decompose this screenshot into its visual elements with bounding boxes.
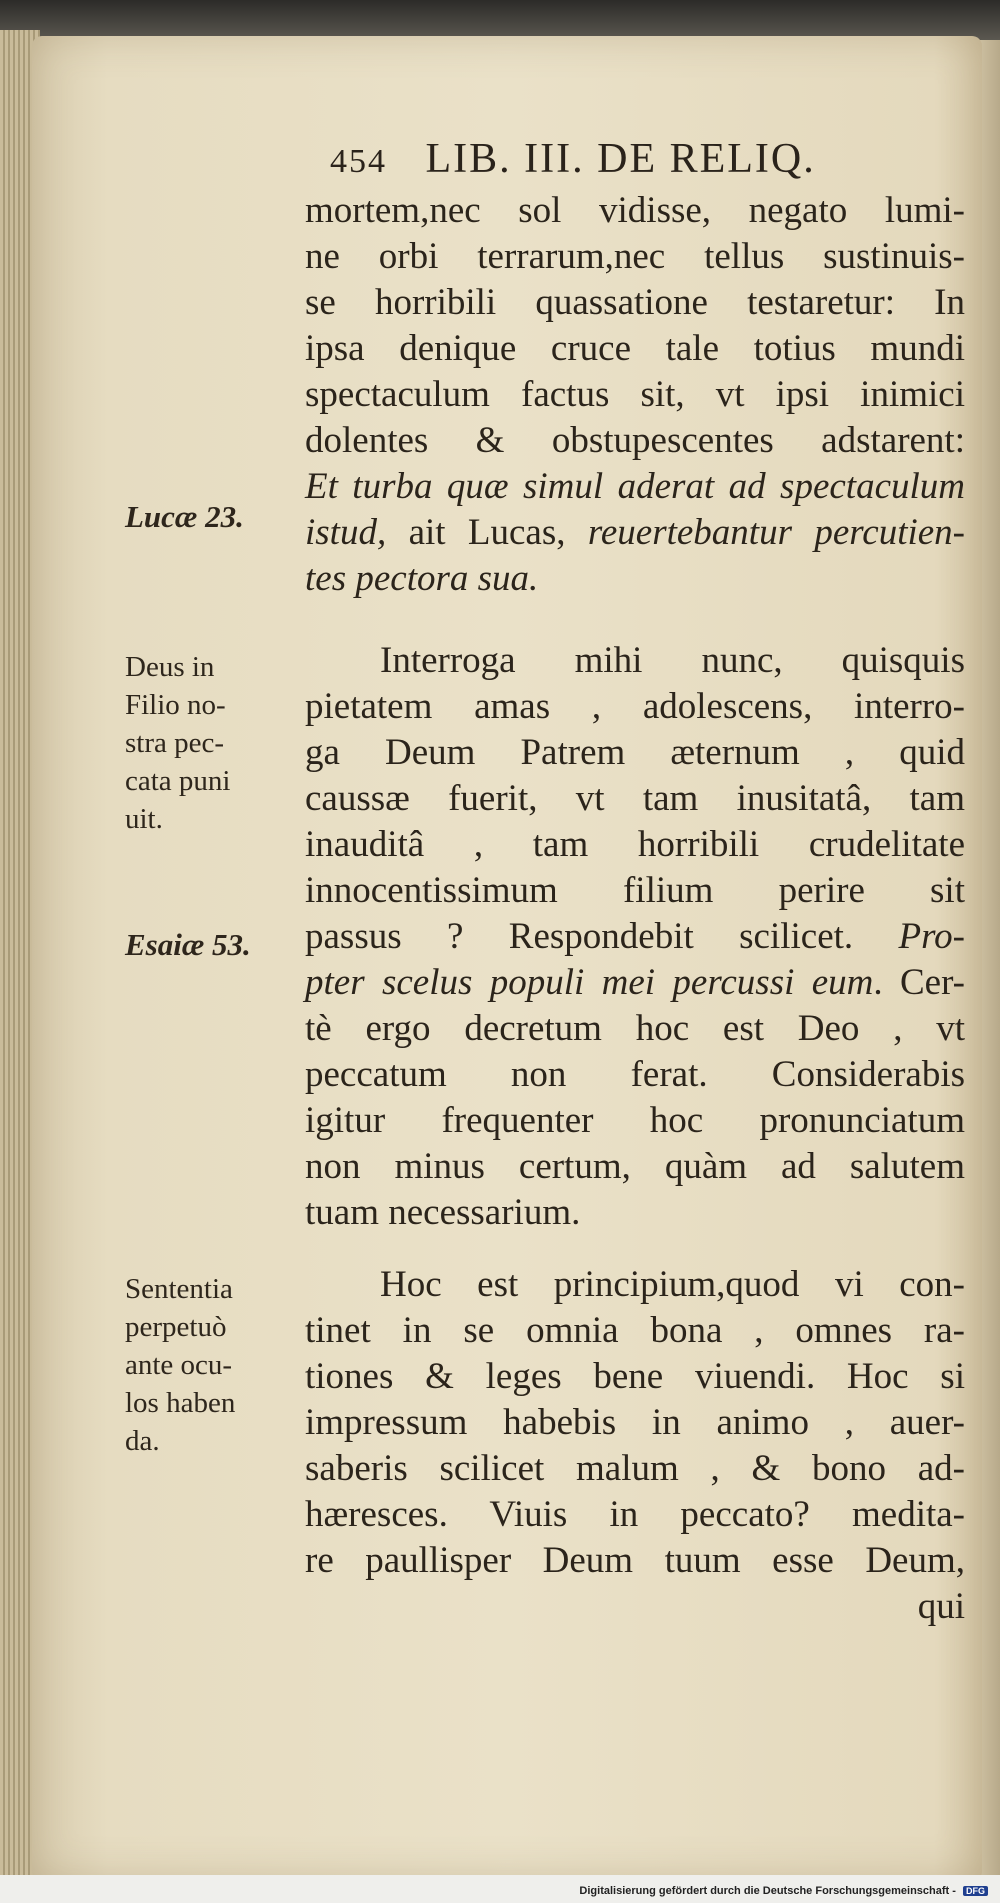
text-line: impressum habebis in animo , auer- — [305, 1402, 965, 1443]
margin-note-line: uit. — [125, 803, 163, 835]
margin-note-text: Lucæ 23. — [125, 499, 244, 534]
text-line: spectaculum factus sit, vt ipsi inimici — [305, 374, 965, 415]
text-line: pietatem amas , adolescens, interro- — [305, 686, 965, 727]
digitization-credit — [579, 1885, 988, 1897]
text-line: re paullisper Deum tuum esse Deum, — [305, 1540, 965, 1581]
margin-note-text: Esaiæ 53. — [125, 927, 251, 962]
text-fragment: passus ? Respondebit scilicet. — [305, 916, 854, 957]
running-header — [330, 135, 935, 183]
text-line: inauditâ , tam horribili crudelitate — [305, 824, 965, 865]
quote-fragment: Pro- — [898, 916, 965, 957]
dfg-logo: DFG — [963, 1886, 988, 1896]
text-line: tinet in se omnia bona , omnes ra- — [305, 1310, 965, 1351]
attribution: ait Lucas — [408, 512, 557, 553]
margin-note-deus — [125, 648, 300, 838]
text-line: se horribili quassatione testaretur: In — [305, 282, 965, 323]
paragraph-2 — [305, 638, 965, 1236]
text-line: ne orbi terrarum,nec tellus sustinuis- — [305, 236, 965, 277]
text-line: innocentissimum filium perire sit — [305, 870, 965, 911]
text-line: ga Deum Patrem æternum , quid — [305, 732, 965, 773]
scan-background-top — [0, 0, 1000, 40]
margin-note-line: Deus in — [125, 651, 215, 683]
margin-note-esaiae — [125, 926, 300, 964]
text-line: peccatum non ferat. Considerabis — [305, 1054, 965, 1095]
text-line: tiones & leges bene viuendi. Hoc si — [305, 1356, 965, 1397]
text-line: ipsa denique cruce tale totius mundi — [305, 328, 965, 369]
margin-note-line: perpetuò — [125, 1311, 227, 1343]
margin-note-line: Filio no- — [125, 689, 226, 721]
margin-note-sententia — [125, 1270, 300, 1460]
catchword: qui — [917, 1586, 965, 1627]
quote-fragment: pter scelus populi mei percussi eum — [305, 962, 874, 1003]
text-line: caussæ fuerit, vt tam inusitatâ, tam — [305, 778, 965, 819]
margin-note-line: da. — [125, 1425, 160, 1457]
text-line: Interroga mihi nunc, quisquis — [380, 640, 965, 681]
text-line: hæresces. Viuis in peccato? medita- — [305, 1494, 965, 1535]
text-line: saberis scilicet malum , & bono ad- — [305, 1448, 965, 1489]
text-line: igitur frequenter hoc pronunciatum — [305, 1100, 965, 1141]
margin-note-line: ante ocu- — [125, 1349, 233, 1381]
text-line: dolentes & obstupescentes adstarent: — [305, 420, 965, 461]
text-line — [305, 914, 965, 960]
quote-line: tes pectora sua. — [305, 558, 539, 599]
running-title: LIB. III. DE RELIQ. — [425, 136, 816, 182]
quote-fragment: istud, — [305, 512, 387, 553]
text-line: mortem,nec sol vidisse, negato lumi- — [305, 190, 965, 231]
margin-note-line: stra pec- — [125, 727, 225, 759]
margin-note-line: cata puni — [125, 765, 231, 797]
text-line: Hoc est principium,quod vi con- — [380, 1264, 965, 1305]
text-line: tuam necessarium. — [305, 1192, 581, 1233]
margin-note-lucae — [125, 498, 300, 536]
margin-note-line: los haben — [125, 1387, 236, 1419]
quote-fragment: reuertebantur percutien- — [587, 512, 965, 553]
text-line — [305, 960, 965, 1006]
credit-text: Digitalisierung gefördert durch die Deutsche Forschungsgemeinschaft - — [579, 1885, 956, 1897]
paragraph-1 — [305, 188, 965, 602]
text-line: tè ergo decretum hoc est Deo , vt — [305, 1008, 965, 1049]
text-line: non minus certum, quàm ad salutem — [305, 1146, 965, 1187]
quote-line: istud, ait Lucas, reuertebantur percutien- — [305, 512, 965, 553]
margin-note-line: Sententia — [125, 1273, 233, 1305]
text-fragment: . Cer- — [873, 962, 965, 1003]
paragraph-3 — [305, 1262, 965, 1630]
quote-line: Et turba quæ simul aderat ad spectaculum — [305, 466, 965, 507]
page-number: 454 — [330, 143, 387, 180]
